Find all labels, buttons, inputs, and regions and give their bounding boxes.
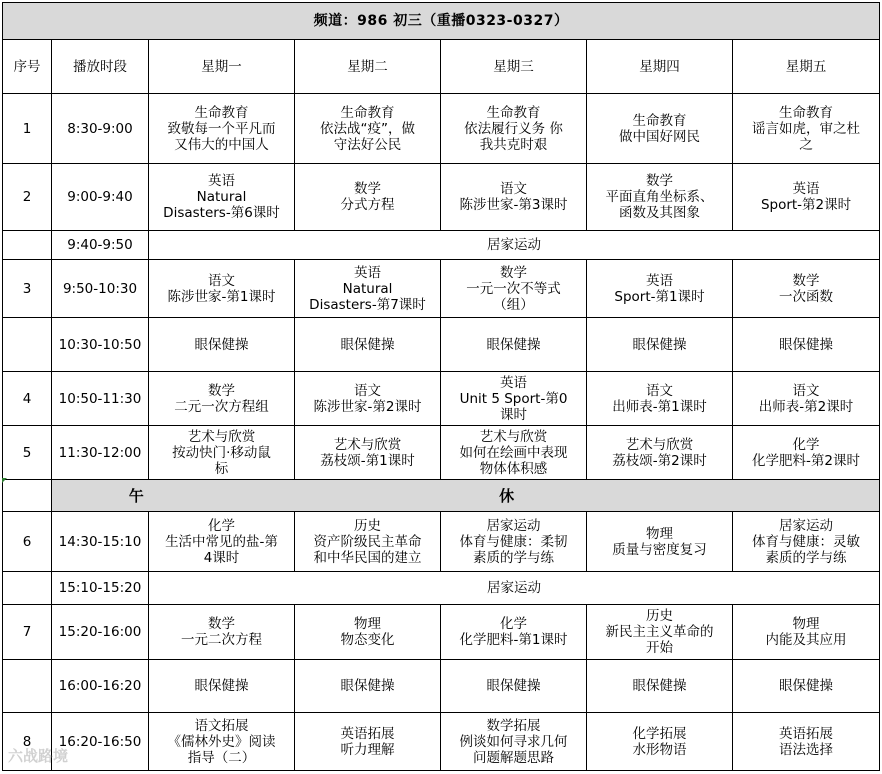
lesson-cell: 居家运动 体育与健康：柔韧 素质的学与练	[441, 512, 587, 572]
lesson-cell: 语文 陈涉世家-第1课时	[149, 260, 295, 318]
noon-right: 休	[499, 486, 515, 505]
lesson-cell: 眼保健操	[149, 660, 295, 713]
header-wed: 星期三	[441, 40, 587, 94]
break-cell: 居家运动	[149, 572, 880, 605]
time-slot: 11:30-12:00	[52, 426, 149, 480]
header-mon: 星期一	[149, 40, 295, 94]
row-number	[3, 231, 52, 260]
lesson-cell: 英语 Natural Disasters-第6课时	[149, 164, 295, 231]
lesson-cell: 眼保健操	[733, 660, 880, 713]
time-slot: 15:20-16:00	[52, 605, 149, 660]
lesson-cell: 眼保健操	[733, 318, 880, 372]
lesson-cell: 物理 内能及其应用	[733, 605, 880, 660]
lesson-cell: 生命教育 谣言如虎，审之杜 之	[733, 94, 880, 164]
time-slot: 16:00-16:20	[52, 660, 149, 713]
lesson-cell: 语文 陈涉世家-第3课时	[441, 164, 587, 231]
lesson-cell: 物理 物态变化	[295, 605, 441, 660]
lesson-cell: 数学拓展 例谈如何寻求几何 问题解题思路	[441, 713, 587, 771]
lesson-cell: 眼保健操	[587, 318, 733, 372]
lesson-cell: 艺术与欣赏 荔枝颂-第1课时	[295, 426, 441, 480]
time-slot: 14:30-15:10	[52, 512, 149, 572]
header-time: 播放时段	[52, 40, 149, 94]
lesson-cell: 化学 化学肥料-第2课时	[733, 426, 880, 480]
schedule-table	[2, 2, 880, 771]
lesson-cell: 眼保健操	[149, 318, 295, 372]
time-slot: 9:40-9:50	[52, 231, 149, 260]
lesson-cell: 眼保健操	[441, 660, 587, 713]
time-slot: 9:00-9:40	[52, 164, 149, 231]
time-slot: 10:50-11:30	[52, 372, 149, 426]
row-number: 8	[3, 713, 52, 771]
lesson-cell: 化学拓展 水形物语	[587, 713, 733, 771]
header-fri: 星期五	[733, 40, 880, 94]
lesson-cell: 居家运动 体育与健康：灵敏 素质的学与练	[733, 512, 880, 572]
lesson-cell: 历史 新民主主义革命的 开始	[587, 605, 733, 660]
time-slot: 10:30-10:50	[52, 318, 149, 372]
lesson-cell: 英语 Natural Disasters-第7课时	[295, 260, 441, 318]
time-slot: 9:50-10:30	[52, 260, 149, 318]
lesson-cell: 语文 出师表-第2课时	[733, 372, 880, 426]
header-tue: 星期二	[295, 40, 441, 94]
time-slot: 15:10-15:20	[52, 572, 149, 605]
noon-left: 午	[128, 486, 144, 505]
row-number: 5	[3, 426, 52, 480]
lesson-cell: 物理 质量与密度复习	[587, 512, 733, 572]
noon-break-cell	[52, 480, 880, 512]
lesson-cell: 艺术与欣赏 按动快门·移动鼠 标	[149, 426, 295, 480]
lesson-cell: 眼保健操	[295, 318, 441, 372]
row-number	[3, 572, 52, 605]
lesson-cell: 数学 平面直角坐标系、 函数及其图象	[587, 164, 733, 231]
lesson-cell: 英语 Unit 5 Sport-第0 课时	[441, 372, 587, 426]
lesson-cell: 英语拓展 听力理解	[295, 713, 441, 771]
row-number: 1	[3, 94, 52, 164]
lesson-cell: 生命教育 致敬每一个平凡而 又伟大的中国人	[149, 94, 295, 164]
channel-title: 频道：986 初三（重播0323-0327）	[3, 3, 880, 40]
lesson-cell: 眼保健操	[441, 318, 587, 372]
lesson-cell: 艺术与欣赏 如何在绘画中表现 物体体积感	[441, 426, 587, 480]
lesson-cell: 语文拓展 《儒林外史》阅读 指导（二）	[149, 713, 295, 771]
row-number: 6	[3, 512, 52, 572]
row-number: 4	[3, 372, 52, 426]
lesson-cell: 语文 出师表-第1课时	[587, 372, 733, 426]
lesson-cell: 数学 一次函数	[733, 260, 880, 318]
lesson-cell: 数学 一元一次不等式 （组）	[441, 260, 587, 318]
lesson-cell: 化学 化学肥料-第1课时	[441, 605, 587, 660]
time-slot: 8:30-9:00	[52, 94, 149, 164]
break-cell: 居家运动	[149, 231, 880, 260]
lesson-cell: 生命教育 依法战“疫”，做 守法好公民	[295, 94, 441, 164]
lesson-cell: 数学 二元一次方程组	[149, 372, 295, 426]
lesson-cell: 英语拓展 语法选择	[733, 713, 880, 771]
row-number: 7	[3, 605, 52, 660]
lesson-cell: 化学 生活中常见的盐-第 4课时	[149, 512, 295, 572]
watermark: 六战路境	[8, 747, 69, 765]
row-number	[3, 660, 52, 713]
lesson-cell: 生命教育 做中国好网民	[587, 94, 733, 164]
lesson-cell: 英语 Sport-第2课时	[733, 164, 880, 231]
row-number	[3, 318, 52, 372]
lesson-cell: 语文 陈涉世家-第2课时	[295, 372, 441, 426]
cell-corner-marker	[2, 478, 7, 483]
row-number: 3	[3, 260, 52, 318]
lesson-cell: 英语 Sport-第1课时	[587, 260, 733, 318]
header-no: 序号	[3, 40, 52, 94]
row-number	[3, 480, 52, 512]
lesson-cell: 艺术与欣赏 荔枝颂-第2课时	[587, 426, 733, 480]
time-slot: 16:20-16:50	[52, 713, 149, 771]
lesson-cell: 眼保健操	[587, 660, 733, 713]
row-number: 2	[3, 164, 52, 231]
lesson-cell: 历史 资产阶级民主革命 和中华民国的建立	[295, 512, 441, 572]
lesson-cell: 生命教育 依法履行义务 你 我共克时艰	[441, 94, 587, 164]
lesson-cell: 数学 一元二次方程	[149, 605, 295, 660]
lesson-cell: 数学 分式方程	[295, 164, 441, 231]
header-thu: 星期四	[587, 40, 733, 94]
lesson-cell: 眼保健操	[295, 660, 441, 713]
